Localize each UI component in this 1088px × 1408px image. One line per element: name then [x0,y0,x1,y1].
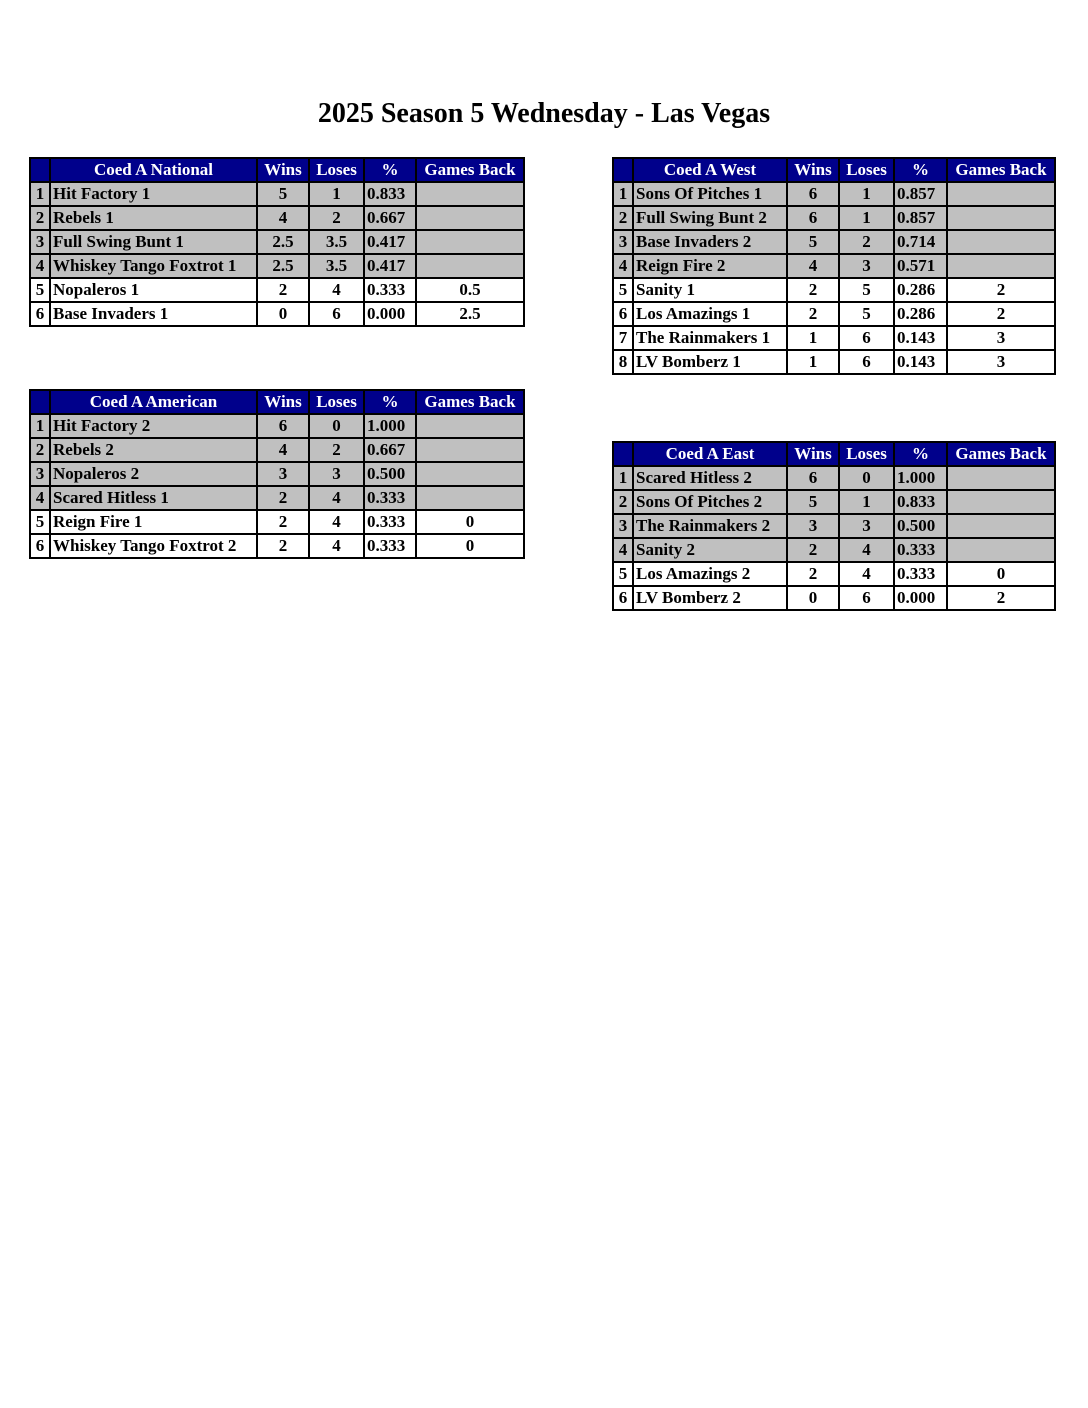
games-back-cell [416,230,524,254]
division-name: Coed A East [633,442,787,466]
team-name-cell: Scared Hitless 2 [633,466,787,490]
pct-cell: 0.500 [364,462,416,486]
table-row [613,326,1055,350]
games-back-cell [416,438,524,462]
games-back-cell [416,486,524,510]
games-back-cell [947,490,1055,514]
rank-cell: 5 [613,562,633,586]
team-name-cell: Nopaleros 1 [50,278,257,302]
division-name: Coed A West [633,158,787,182]
pct-cell: 0.143 [894,350,947,374]
games-back-cell [416,182,524,206]
pct-cell: 0.333 [364,278,416,302]
rank-cell: 4 [613,254,633,278]
wins-cell: 1 [787,326,839,350]
loses-cell: 3 [839,514,894,538]
team-name-cell: Sons Of Pitches 1 [633,182,787,206]
standings-table-national [29,157,525,327]
table-row [30,534,524,558]
loses-cell: 2 [309,438,364,462]
wins-cell: 2 [787,302,839,326]
team-name-cell: Los Amazings 2 [633,562,787,586]
team-name-cell: Full Swing Bunt 1 [50,230,257,254]
loses-cell: 2 [839,230,894,254]
wins-cell: 2 [257,486,309,510]
loses-header: Loses [309,390,364,414]
games-back-cell [947,254,1055,278]
loses-cell: 2 [309,206,364,230]
games-back-cell [416,206,524,230]
wins-cell: 6 [787,206,839,230]
division-name: Coed A American [50,390,257,414]
pct-cell: 1.000 [364,414,416,438]
loses-cell: 4 [309,278,364,302]
table-row [30,486,524,510]
wins-cell: 6 [257,414,309,438]
loses-header: Loses [309,158,364,182]
table-header-row [30,158,524,182]
table-row [613,302,1055,326]
pct-cell: 0.833 [364,182,416,206]
loses-cell: 3.5 [309,230,364,254]
rank-cell: 2 [30,438,50,462]
table-row [30,182,524,206]
rank-cell: 6 [613,302,633,326]
wins-cell: 2 [787,562,839,586]
loses-cell: 1 [839,182,894,206]
table-row [613,206,1055,230]
loses-header: Loses [839,158,894,182]
games-back-cell: 0 [416,534,524,558]
pct-cell: 0.333 [894,538,947,562]
wins-header: Wins [787,442,839,466]
page-title: 2025 Season 5 Wednesday - Las Vegas [317,98,771,129]
wins-cell: 0 [257,302,309,326]
wins-cell: 4 [787,254,839,278]
loses-cell: 6 [839,586,894,610]
rank-cell: 1 [613,182,633,206]
team-name-cell: Nopaleros 2 [50,462,257,486]
games-back-cell [947,230,1055,254]
loses-cell: 4 [309,534,364,558]
table-header-row [613,158,1055,182]
table-row [613,466,1055,490]
team-name-cell: Whiskey Tango Foxtrot 2 [50,534,257,558]
rank-cell: 6 [30,302,50,326]
wins-cell: 2 [257,278,309,302]
games-back-cell: 0 [416,510,524,534]
table-row [30,414,524,438]
table-row [613,230,1055,254]
table-row [30,510,524,534]
team-name-cell: Reign Fire 2 [633,254,787,278]
loses-cell: 4 [309,486,364,510]
rank-cell: 5 [30,510,50,534]
loses-cell: 4 [309,510,364,534]
wins-cell: 2 [257,510,309,534]
wins-cell: 5 [257,182,309,206]
wins-cell: 0 [787,586,839,610]
pct-cell: 0.857 [894,206,947,230]
loses-cell: 4 [839,538,894,562]
wins-cell: 2 [787,278,839,302]
wins-cell: 4 [257,438,309,462]
team-name-cell: Base Invaders 1 [50,302,257,326]
team-name-cell: Sanity 1 [633,278,787,302]
team-name-cell: Rebels 2 [50,438,257,462]
pct-cell: 0.500 [894,514,947,538]
table-row [30,302,524,326]
loses-cell: 0 [839,466,894,490]
pct-cell: 0.857 [894,182,947,206]
games-back-cell [416,254,524,278]
team-name-cell: Rebels 1 [50,206,257,230]
wins-cell: 2.5 [257,254,309,278]
wins-cell: 6 [787,182,839,206]
rank-cell: 2 [30,206,50,230]
games-back-cell: 2.5 [416,302,524,326]
loses-cell: 5 [839,278,894,302]
pct-header: % [364,390,416,414]
standings-table-east [612,441,1056,611]
loses-cell: 1 [839,490,894,514]
pct-cell: 1.000 [894,466,947,490]
games-back-cell: 2 [947,586,1055,610]
games-back-cell: 0 [947,562,1055,586]
rank-cell: 4 [30,486,50,510]
loses-cell: 4 [839,562,894,586]
games-back-cell: 3 [947,326,1055,350]
pct-header: % [894,158,947,182]
pct-cell: 0.143 [894,326,947,350]
loses-cell: 3.5 [309,254,364,278]
table-row [613,538,1055,562]
rank-header [30,158,50,182]
loses-cell: 6 [309,302,364,326]
rank-cell: 3 [613,514,633,538]
loses-cell: 5 [839,302,894,326]
wins-cell: 6 [787,466,839,490]
rank-cell: 4 [613,538,633,562]
games-back-cell: 0.5 [416,278,524,302]
pct-cell: 0.571 [894,254,947,278]
wins-cell: 3 [787,514,839,538]
pct-header: % [364,158,416,182]
pct-cell: 0.417 [364,230,416,254]
table-row [30,462,524,486]
team-name-cell: The Rainmakers 1 [633,326,787,350]
games-back-cell [416,462,524,486]
loses-cell: 1 [309,182,364,206]
loses-cell: 3 [309,462,364,486]
standings-table-west [612,157,1056,375]
pct-cell: 0.833 [894,490,947,514]
division-name: Coed A National [50,158,257,182]
rank-cell: 2 [613,490,633,514]
rank-cell: 7 [613,326,633,350]
pct-cell: 0.714 [894,230,947,254]
table-row [613,350,1055,374]
pct-cell: 0.667 [364,438,416,462]
wins-cell: 3 [257,462,309,486]
rank-cell: 6 [613,586,633,610]
table-row [30,206,524,230]
games-back-header: Games Back [416,158,524,182]
games-back-header: Games Back [416,390,524,414]
table-row [30,254,524,278]
table-row [613,254,1055,278]
table-row [30,438,524,462]
pct-cell: 0.000 [894,586,947,610]
table-row [613,182,1055,206]
wins-cell: 4 [257,206,309,230]
rank-cell: 2 [613,206,633,230]
loses-cell: 6 [839,326,894,350]
pct-cell: 0.000 [364,302,416,326]
loses-cell: 0 [309,414,364,438]
table-row [613,490,1055,514]
table-row [30,230,524,254]
rank-cell: 4 [30,254,50,278]
loses-header: Loses [839,442,894,466]
team-name-cell: LV Bomberz 2 [633,586,787,610]
standings-table-american [29,389,525,559]
games-back-header: Games Back [947,442,1055,466]
team-name-cell: Base Invaders 2 [633,230,787,254]
rank-cell: 5 [30,278,50,302]
rank-cell: 1 [613,466,633,490]
team-name-cell: Scared Hitless 1 [50,486,257,510]
table-header-row [30,390,524,414]
table-row [30,278,524,302]
table-header-row [613,442,1055,466]
rank-header [613,442,633,466]
pct-cell: 0.333 [364,510,416,534]
games-back-cell [947,466,1055,490]
pct-cell: 0.333 [894,562,947,586]
team-name-cell: Los Amazings 1 [633,302,787,326]
team-name-cell: Hit Factory 1 [50,182,257,206]
rank-cell: 8 [613,350,633,374]
team-name-cell: Full Swing Bunt 2 [633,206,787,230]
loses-cell: 3 [839,254,894,278]
games-back-cell: 3 [947,350,1055,374]
games-back-cell [947,514,1055,538]
games-back-header: Games Back [947,158,1055,182]
wins-cell: 2.5 [257,230,309,254]
rank-header [30,390,50,414]
team-name-cell: Hit Factory 2 [50,414,257,438]
rank-cell: 1 [30,414,50,438]
games-back-cell: 2 [947,278,1055,302]
games-back-cell [947,206,1055,230]
table-row [613,278,1055,302]
pct-cell: 0.417 [364,254,416,278]
rank-cell: 6 [30,534,50,558]
team-name-cell: Sanity 2 [633,538,787,562]
wins-cell: 2 [257,534,309,558]
table-row [613,562,1055,586]
games-back-cell [947,538,1055,562]
rank-cell: 1 [30,182,50,206]
pct-header: % [894,442,947,466]
pct-cell: 0.286 [894,278,947,302]
team-name-cell: Sons Of Pitches 2 [633,490,787,514]
team-name-cell: Reign Fire 1 [50,510,257,534]
table-row [613,514,1055,538]
wins-cell: 5 [787,490,839,514]
team-name-cell: The Rainmakers 2 [633,514,787,538]
games-back-cell: 2 [947,302,1055,326]
rank-cell: 3 [30,462,50,486]
wins-header: Wins [257,158,309,182]
loses-cell: 6 [839,350,894,374]
rank-cell: 3 [613,230,633,254]
wins-header: Wins [787,158,839,182]
rank-cell: 3 [30,230,50,254]
team-name-cell: Whiskey Tango Foxtrot 1 [50,254,257,278]
rank-cell: 5 [613,278,633,302]
pct-cell: 0.333 [364,534,416,558]
pct-cell: 0.333 [364,486,416,510]
wins-cell: 1 [787,350,839,374]
wins-header: Wins [257,390,309,414]
pct-cell: 0.667 [364,206,416,230]
games-back-cell [416,414,524,438]
team-name-cell: LV Bomberz 1 [633,350,787,374]
wins-cell: 2 [787,538,839,562]
rank-header [613,158,633,182]
wins-cell: 5 [787,230,839,254]
games-back-cell [947,182,1055,206]
loses-cell: 1 [839,206,894,230]
table-row [613,586,1055,610]
pct-cell: 0.286 [894,302,947,326]
